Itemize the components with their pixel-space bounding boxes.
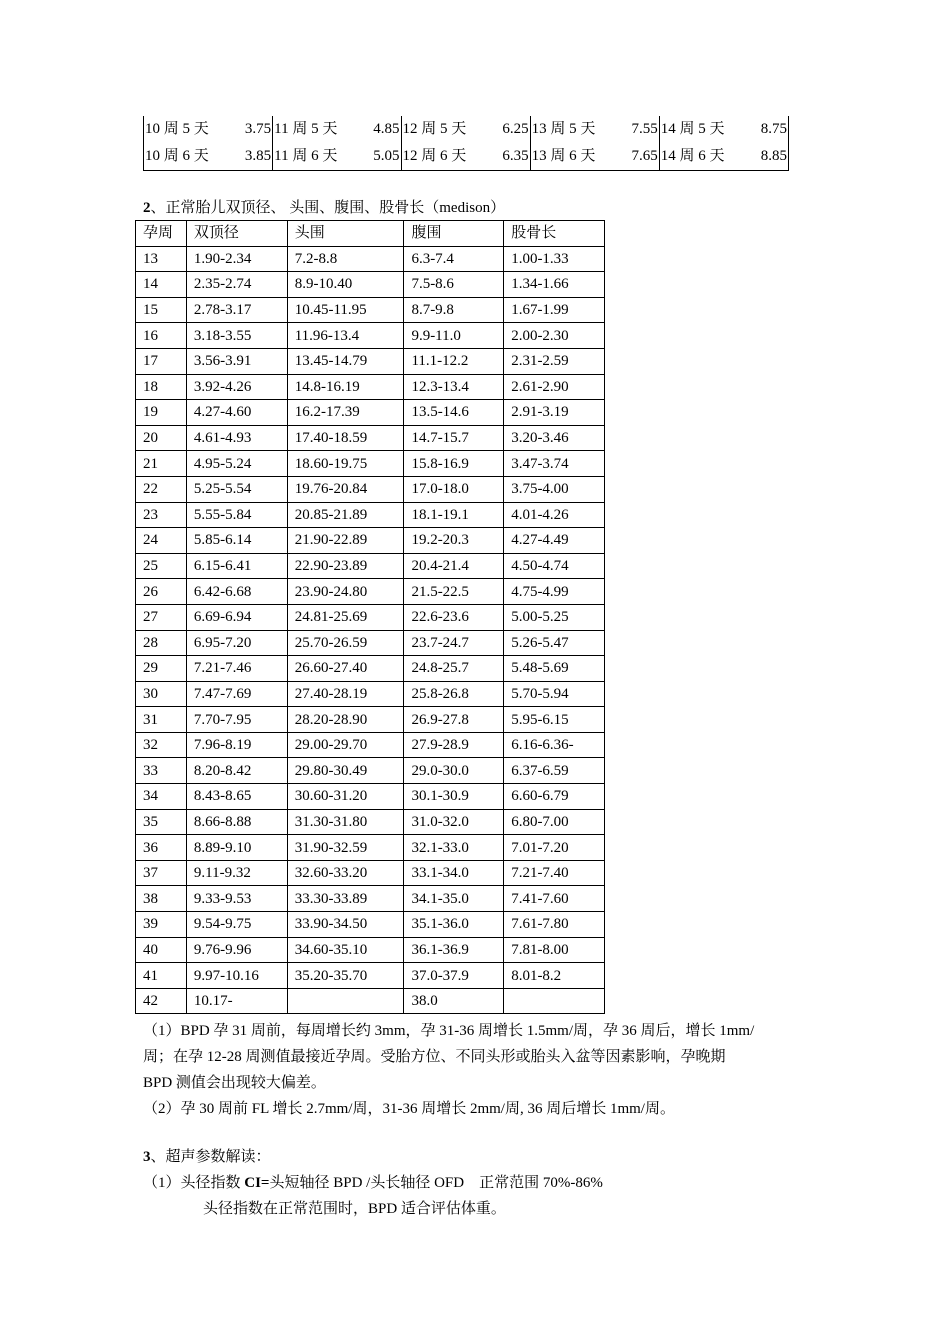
week-cell: 14 [136,272,187,298]
week-cell: 21 [136,451,187,477]
bpd-cell: 7.21-7.46 [186,656,287,682]
ac-cell: 20.4-21.4 [404,553,504,579]
table-cell [144,143,273,171]
cell-label: 12 周 6 天 [402,148,467,164]
fl-cell: 4.75-4.99 [504,579,605,605]
table-row [136,476,605,502]
note-2: （2）孕 30 周前 FL 增长 2.7mm/周，31-36 周增长 2mm/周, 36 周后增长 1mm/周。 [143,1101,675,1117]
table-row [136,348,605,374]
ac-cell: 14.7-15.7 [404,425,504,451]
ac-cell: 25.8-26.8 [404,681,504,707]
week-cell: 40 [136,937,187,963]
table-row [136,860,605,886]
hc-cell: 23.90-24.80 [287,579,404,605]
bpd-cell: 4.61-4.93 [186,425,287,451]
week-cell: 30 [136,681,187,707]
fl-cell: 7.81-8.00 [504,937,605,963]
bpd-cell: 4.27-4.60 [186,400,287,426]
header-gestational-week: 孕周 [136,221,187,247]
table-row [136,630,605,656]
table-row [136,425,605,451]
table-row [136,451,605,477]
hc-cell: 21.90-22.89 [287,528,404,554]
ac-cell: 37.0-37.9 [404,963,504,989]
fl-cell: 8.01-8.2 [504,963,605,989]
fl-cell: 5.26-5.47 [504,630,605,656]
ac-cell: 22.6-23.6 [404,604,504,630]
week-cell: 29 [136,656,187,682]
hc-cell: 22.90-23.89 [287,553,404,579]
bpd-cell: 9.76-9.96 [186,937,287,963]
ac-cell: 34.1-35.0 [404,886,504,912]
hc-cell: 27.40-28.19 [287,681,404,707]
week-cell: 24 [136,528,187,554]
table-cell [530,143,659,171]
bpd-cell: 6.42-6.68 [186,579,287,605]
item-1-formula: 头短轴径 BPD /头长轴径 OFD 正常范围 70%-86% [269,1175,603,1191]
hc-cell: 35.20-35.70 [287,963,404,989]
cell-label: 13 周 6 天 [531,148,596,164]
hc-cell: 31.30-31.80 [287,809,404,835]
hc-cell: 10.45-11.95 [287,297,404,323]
header-abdominal-circumference: 腹围 [404,221,504,247]
fl-cell: 2.31-2.59 [504,348,605,374]
hc-cell: 20.85-21.89 [287,502,404,528]
week-cell: 35 [136,809,187,835]
fl-cell: 7.61-7.80 [504,912,605,938]
fl-cell: 3.47-3.74 [504,451,605,477]
fl-cell: 5.48-5.69 [504,656,605,682]
fl-cell: 3.75-4.00 [504,476,605,502]
section-3-heading [143,1144,811,1170]
ac-cell: 30.1-30.9 [404,784,504,810]
ac-cell: 19.2-20.3 [404,528,504,554]
cell-value: 3.85 [244,148,272,164]
fl-cell: 7.01-7.20 [504,835,605,861]
table-row [136,246,605,272]
bpd-cell: 4.95-5.24 [186,451,287,477]
table-cell [659,116,788,143]
table-row [136,784,605,810]
hc-cell: 26.60-27.40 [287,656,404,682]
fl-cell: 7.21-7.40 [504,860,605,886]
bpd-cell: 9.11-9.32 [186,860,287,886]
fl-cell: 1.34-1.66 [504,272,605,298]
week-cell: 15 [136,297,187,323]
gestational-length-table-fragment [143,116,789,171]
hc-cell: 19.76-20.84 [287,476,404,502]
week-cell: 25 [136,553,187,579]
bpd-cell: 9.97-10.16 [186,963,287,989]
hc-cell: 31.90-32.59 [287,835,404,861]
hc-cell: 34.60-35.10 [287,937,404,963]
ac-cell: 33.1-34.0 [404,860,504,886]
cell-value: 4.85 [373,121,400,137]
table-row [136,272,605,298]
bpd-cell: 10.17- [186,988,287,1014]
bpd-cell: 8.43-8.65 [186,784,287,810]
cell-label: 10 周 6 天 [145,148,209,164]
table-row [136,579,605,605]
hc-cell: 8.9-10.40 [287,272,404,298]
section-3-item-1-description: 头径指数在正常范围时，BPD 适合评估体重。 [203,1201,506,1217]
ac-cell: 17.0-18.0 [404,476,504,502]
ac-cell: 18.1-19.1 [404,502,504,528]
bpd-cell: 9.33-9.53 [186,886,287,912]
fl-cell: 6.80-7.00 [504,809,605,835]
header-femur-length: 股骨长 [504,221,605,247]
bpd-cell: 2.35-2.74 [186,272,287,298]
ac-cell: 31.0-32.0 [404,809,504,835]
cell-label: 13 周 5 天 [531,121,596,137]
bpd-cell: 3.18-3.55 [186,323,287,349]
fl-cell: 6.37-6.59 [504,758,605,784]
ac-cell: 26.9-27.8 [404,707,504,733]
bpd-cell: 8.66-8.88 [186,809,287,835]
bpd-cell: 2.78-3.17 [186,297,287,323]
ac-cell: 38.0 [404,988,504,1014]
note-1-line-2: 周；在孕 12-28 周测值最接近孕周。受胎方位、不同头形或胎头入盆等因素影响，孕晚期 [143,1049,726,1065]
table-row [136,707,605,733]
week-cell: 37 [136,860,187,886]
table-cell [659,143,788,171]
fl-cell: 6.60-6.79 [504,784,605,810]
section-3-number: 3 [143,1149,151,1165]
ac-cell: 12.3-13.4 [404,374,504,400]
week-cell: 18 [136,374,187,400]
week-cell: 13 [136,246,187,272]
week-cell: 39 [136,912,187,938]
hc-cell [287,988,404,1014]
ac-cell: 11.1-12.2 [404,348,504,374]
section-3 [143,1144,811,1222]
week-cell: 22 [136,476,187,502]
week-cell: 16 [136,323,187,349]
ac-cell: 8.7-9.8 [404,297,504,323]
bpd-cell: 5.25-5.54 [186,476,287,502]
table-row [136,656,605,682]
bpd-cell: 7.47-7.69 [186,681,287,707]
table-cell [401,116,530,143]
table-row [136,297,605,323]
section-2-title: 、正常胎儿双顶径、 头围、腹围、股骨长（medison） [150,200,506,216]
ac-cell: 35.1-36.0 [404,912,504,938]
fl-cell: 4.50-4.74 [504,553,605,579]
cell-value: 8.85 [760,148,787,164]
ac-cell: 24.8-25.7 [404,656,504,682]
table-row [136,400,605,426]
fl-cell: 3.20-3.46 [504,425,605,451]
header-head-circumference: 头围 [287,221,404,247]
ac-cell: 7.5-8.6 [404,272,504,298]
week-cell: 33 [136,758,187,784]
cell-value: 5.05 [373,148,400,164]
week-cell: 17 [136,348,187,374]
week-cell: 20 [136,425,187,451]
fl-cell: 2.00-2.30 [504,323,605,349]
fl-cell: 5.95-6.15 [504,707,605,733]
fl-cell: 1.67-1.99 [504,297,605,323]
section-2-heading [143,198,505,218]
bpd-cell: 3.56-3.91 [186,348,287,374]
bpd-cell: 3.92-4.26 [186,374,287,400]
table-row [144,116,789,143]
week-cell: 41 [136,963,187,989]
table-row [136,886,605,912]
cell-label: 11 周 6 天 [274,148,338,164]
bpd-cell: 8.89-9.10 [186,835,287,861]
fetal-biometry-table [135,220,605,1014]
ac-cell: 23.7-24.7 [404,630,504,656]
hc-cell: 29.00-29.70 [287,732,404,758]
hc-cell: 24.81-25.69 [287,604,404,630]
table-row [136,758,605,784]
week-cell: 27 [136,604,187,630]
item-1-prefix: （1）头径指数 [143,1175,245,1191]
table-row [136,988,605,1014]
cell-label: 12 周 5 天 [402,121,467,137]
hc-cell: 13.45-14.79 [287,348,404,374]
fl-cell: 4.27-4.49 [504,528,605,554]
table-row [136,732,605,758]
notes-block [143,1018,811,1122]
header-bpd: 双顶径 [186,221,287,247]
fl-cell: 2.61-2.90 [504,374,605,400]
table-row [136,323,605,349]
bpd-cell: 5.55-5.84 [186,502,287,528]
table-cell [530,116,659,143]
week-cell: 26 [136,579,187,605]
fl-cell [504,988,605,1014]
hc-cell: 17.40-18.59 [287,425,404,451]
hc-cell: 25.70-26.59 [287,630,404,656]
hc-cell: 28.20-28.90 [287,707,404,733]
bpd-cell: 7.96-8.19 [186,732,287,758]
hc-cell: 33.30-33.89 [287,886,404,912]
table-row [136,553,605,579]
table-row [136,604,605,630]
fl-cell: 4.01-4.26 [504,502,605,528]
table-row [136,681,605,707]
ac-cell: 6.3-7.4 [404,246,504,272]
cell-value: 3.75 [244,121,272,137]
ac-cell: 36.1-36.9 [404,937,504,963]
bpd-cell: 8.20-8.42 [186,758,287,784]
bpd-cell: 9.54-9.75 [186,912,287,938]
table-cell [273,116,401,143]
ac-cell: 13.5-14.6 [404,400,504,426]
week-cell: 36 [136,835,187,861]
fl-cell: 6.16-6.36- [504,732,605,758]
section-2-number: 2 [143,200,151,216]
hc-cell: 29.80-30.49 [287,758,404,784]
bpd-cell: 6.69-6.94 [186,604,287,630]
table-row [144,143,789,171]
note-1-line-3: BPD 测值会出现较大偏差。 [143,1075,326,1091]
cell-value: 6.25 [502,121,529,137]
hc-cell: 30.60-31.20 [287,784,404,810]
cell-value: 7.65 [631,148,658,164]
ac-cell: 9.9-11.0 [404,323,504,349]
table-row [136,528,605,554]
bpd-cell: 6.15-6.41 [186,553,287,579]
cell-label: 10 周 5 天 [145,121,209,137]
table-row [136,912,605,938]
fl-cell: 1.00-1.33 [504,246,605,272]
section-3-title: 、超声参数解读： [150,1149,271,1165]
ac-cell: 27.9-28.9 [404,732,504,758]
table-cell [401,143,530,171]
cell-label: 11 周 5 天 [274,121,338,137]
bpd-cell: 7.70-7.95 [186,707,287,733]
ac-cell: 29.0-30.0 [404,758,504,784]
ac-cell: 21.5-22.5 [404,579,504,605]
fl-cell: 5.00-5.25 [504,604,605,630]
ac-cell: 32.1-33.0 [404,835,504,861]
hc-cell: 16.2-17.39 [287,400,404,426]
ac-cell: 15.8-16.9 [404,451,504,477]
table-row [136,809,605,835]
hc-cell: 7.2-8.8 [287,246,404,272]
hc-cell: 18.60-19.75 [287,451,404,477]
week-cell: 28 [136,630,187,656]
week-cell: 38 [136,886,187,912]
cell-value: 8.75 [760,121,787,137]
table-header-row [136,221,605,247]
week-cell: 31 [136,707,187,733]
week-cell: 42 [136,988,187,1014]
table-cell [144,116,273,143]
week-cell: 19 [136,400,187,426]
table-row [136,502,605,528]
bpd-cell: 1.90-2.34 [186,246,287,272]
table-cell [273,143,401,171]
bpd-cell: 6.95-7.20 [186,630,287,656]
cell-value: 6.35 [502,148,529,164]
cell-value: 7.55 [631,121,658,137]
fl-cell: 5.70-5.94 [504,681,605,707]
table-row [136,963,605,989]
section-3-item-1 [143,1170,811,1196]
bpd-cell: 5.85-6.14 [186,528,287,554]
week-cell: 32 [136,732,187,758]
table-row [136,374,605,400]
cell-label: 14 周 6 天 [660,148,725,164]
hc-cell: 32.60-33.20 [287,860,404,886]
fl-cell: 2.91-3.19 [504,400,605,426]
note-1-line-1: （1）BPD 孕 31 周前，每周增长约 3mm，孕 31-36 周增长 1.5mm/周，孕 36 周后，增长 1mm/ [143,1023,755,1039]
item-1-formula-label: CI= [244,1175,270,1191]
hc-cell: 14.8-16.19 [287,374,404,400]
hc-cell: 33.90-34.50 [287,912,404,938]
table-row [136,937,605,963]
fl-cell: 7.41-7.60 [504,886,605,912]
table-row [136,835,605,861]
hc-cell: 11.96-13.4 [287,323,404,349]
week-cell: 23 [136,502,187,528]
cell-label: 14 周 5 天 [660,121,725,137]
week-cell: 34 [136,784,187,810]
